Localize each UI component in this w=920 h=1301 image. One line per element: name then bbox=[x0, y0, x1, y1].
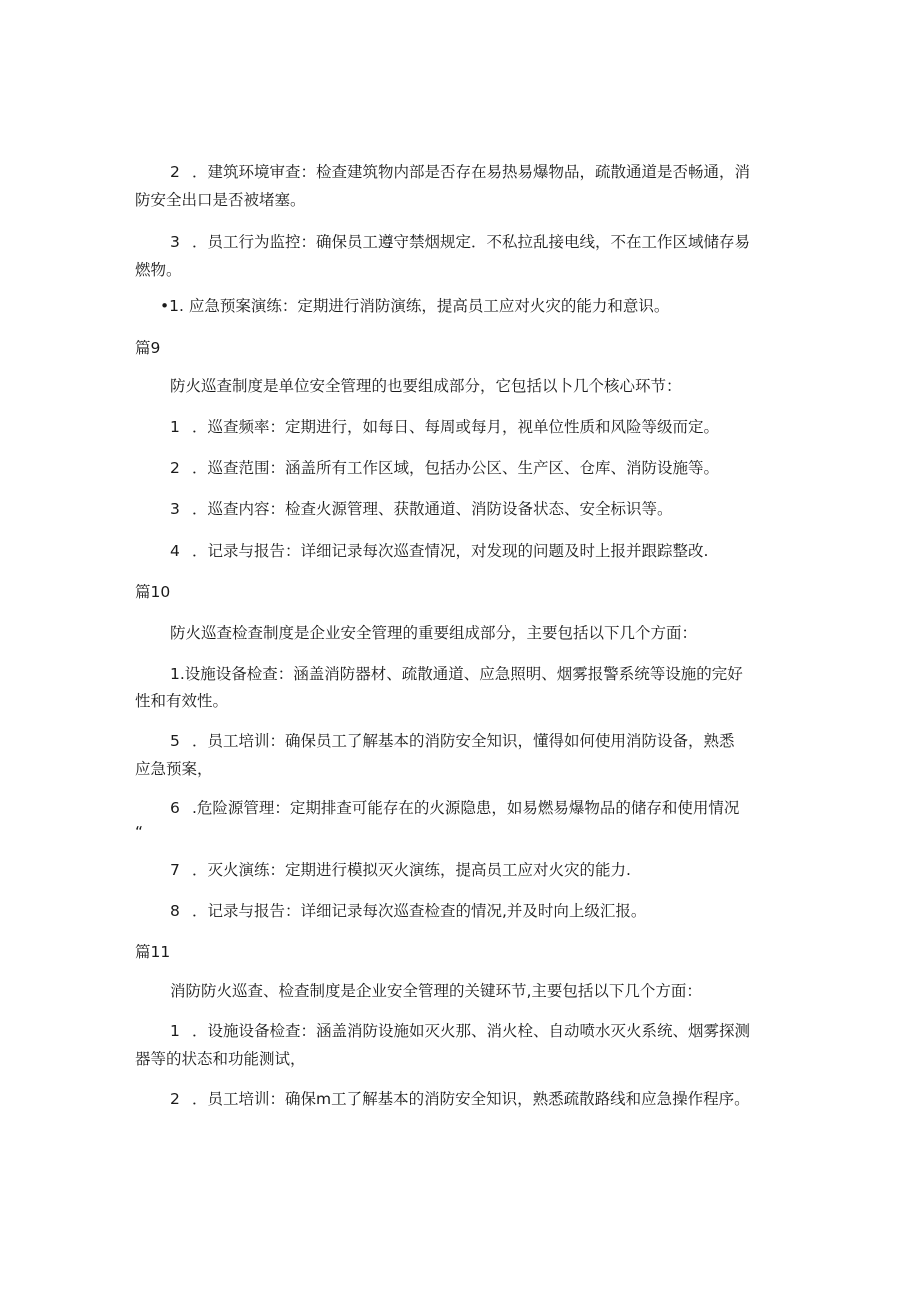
paragraph-item bbox=[170, 495, 790, 523]
paragraph-continuation: “ bbox=[135, 823, 144, 841]
paragraph-item bbox=[170, 413, 790, 441]
item-text: ．灭火演练：定期进行模拟灭火演练，提高员工应对火灾的能力. bbox=[192, 861, 631, 879]
item-text: ．员工培训：确保m工了解基本的消防安全知识，熟悉疏散路线和应急操作程序。 bbox=[192, 1090, 750, 1108]
paragraph-item: •1. 应急预案演练：定期进行消防演练，提高员工应对火灾的能力和意识。 bbox=[160, 297, 670, 315]
item-text: ．设施设备检查：涵盖消防设施如灭火那、消火栓、自动喷水灭火系统、烟雾探测 bbox=[192, 1022, 751, 1040]
paragraph-continuation: 防安全出口是否被堵塞。 bbox=[135, 191, 306, 209]
paragraph-item: 1.设施设备检查：涵盖消防器材、疏散通道、应急照明、烟雾报警系统等设施的完好 bbox=[170, 665, 743, 683]
item-text: ．记录与报告：详细记录每次巡查检查的情况,并及时向上级汇报。 bbox=[192, 902, 647, 920]
paragraph-intro: 防火巡查检查制度是企业安全管理的重要组成部分，主要包括以下几个方面： bbox=[170, 624, 698, 642]
item-number: 2 bbox=[170, 459, 180, 477]
item-number: 5 bbox=[170, 732, 180, 750]
item-number: 6 bbox=[170, 799, 180, 817]
item-text: ．记录与报告：详细记录每次巡查情况，对发现的问题及时上报并跟踪整改. bbox=[192, 542, 709, 560]
paragraph-item bbox=[170, 1085, 790, 1113]
item-number: 3 bbox=[170, 233, 180, 251]
section-heading: 篇10 bbox=[135, 583, 171, 601]
item-text: ．建筑环境审查：检查建筑物内部是否存在易热易爆物品，疏散通道是否畅通，消 bbox=[192, 163, 751, 181]
item-number: 4 bbox=[170, 542, 180, 560]
paragraph-item bbox=[170, 158, 790, 186]
item-number: 8 bbox=[170, 902, 180, 920]
section-heading: 篇11 bbox=[135, 943, 171, 961]
paragraph-item bbox=[170, 897, 790, 925]
item-text: ．巡查内容：检查火源管理、获散通道、消防设备状态、安全标识等。 bbox=[192, 500, 673, 518]
item-number: 3 bbox=[170, 500, 180, 518]
item-text: ．员工行为监控：确保员工遵守禁烟规定．不私拉乱接电线，不在工作区域储存易 bbox=[192, 233, 751, 251]
paragraph-continuation: 性和有效性。 bbox=[135, 692, 229, 710]
item-number: 7 bbox=[170, 861, 180, 879]
paragraph-item bbox=[170, 856, 790, 884]
item-number: 1 bbox=[170, 418, 180, 436]
paragraph-continuation: 燃物。 bbox=[135, 261, 182, 279]
item-number: 2 bbox=[170, 163, 180, 181]
section-heading: 篇9 bbox=[135, 339, 161, 357]
paragraph-item bbox=[170, 1017, 790, 1045]
item-number: 1 bbox=[170, 1022, 180, 1040]
item-number: 2 bbox=[170, 1090, 180, 1108]
item-text: .危险源管理：定期排查可能存在的火源隐患，如易燃易爆物品的储存和使用情况 bbox=[192, 799, 740, 817]
paragraph-intro: 防火巡查制度是单位安全管理的也要组成部分，它包括以卜几个核心环节： bbox=[170, 377, 682, 395]
item-text: ．员工培训：确保员工了解基本的消防安全知识，懂得如何使用消防设备，熟悉 bbox=[192, 732, 735, 750]
item-text: ．巡查范围：涵盖所有工作区域，包括办公区、生产区、仓库、消防设施等。 bbox=[192, 459, 720, 477]
paragraph-continuation: 器等的状态和功能测试， bbox=[135, 1050, 306, 1068]
paragraph-item bbox=[170, 228, 790, 256]
paragraph-item bbox=[170, 537, 790, 565]
paragraph-intro: 消防防火巡查、检查制度是企业安全管理的关键环节,主要包括以下几个方面： bbox=[170, 982, 702, 1000]
paragraph-continuation: 应急预案， bbox=[135, 760, 213, 778]
paragraph-item bbox=[170, 454, 790, 482]
paragraph-item bbox=[170, 727, 790, 755]
item-text: ．巡查频率：定期进行，如每日、每周或每月，视单位性质和风险等级而定。 bbox=[192, 418, 720, 436]
